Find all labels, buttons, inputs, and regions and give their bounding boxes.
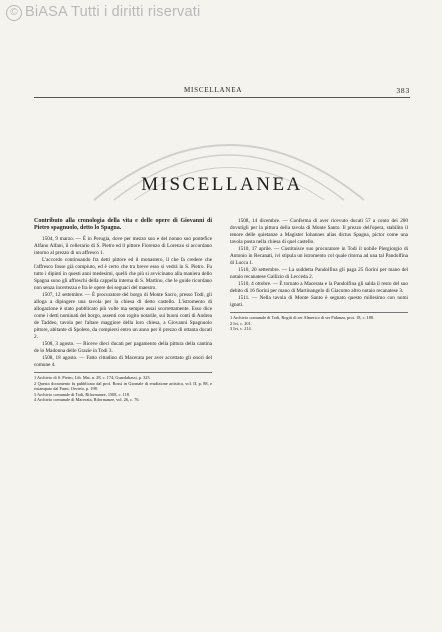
right-column — [230, 218, 408, 332]
footnote: 1 Archivio comunale di Todi, Rogiti di ser Almerico di ser Fidanza, prot. 18, c. 188. — [230, 315, 375, 320]
running-head-title: MISCELLANEA — [184, 86, 243, 94]
paragraph: 1511. — Nella tavola di Monte Santo è segnato questo millesimo con nomi ignoti. — [230, 295, 408, 308]
paragraph: 1510, 4 ottobre. — È tornato a Macerata e la Pandolfina gli salda il resto del suo debito di 16 fiorini per mano di Martinangelo di Giacomo altro notaio recanatese 3. — [230, 281, 408, 294]
footnote: 2 Ivi, c. 201. — [230, 320, 252, 326]
paragraph: 1510, 17 aprile. — Costituisce suo procuratore in Todi il nobile Piergiorgio di Antonio in Recanati, ivi stipula un istromento col quale ritorna ad una tal Pandolfina di Lucca 1. — [230, 246, 408, 266]
paragraph: L'accordo continuando fra detti pittore ed il monastero, il che fa credere che l'affresco fosse già compiuto, ed è certo che tra breve esso si vedrà in S. Pietro. Fu tutto i dipinti in questi anni medesimi, quelli che più si avvicinano alla maniera dello Spagna sono gli affreschi della cappella interna di S. Martino, che le guide ricordano non senza incertezza e fra le opere dei seguaci del maestro. — [34, 257, 212, 291]
document-page — [34, 50, 410, 628]
paragraph: 1510, 20 settembre. — La suddetta Pandolfina gli paga 25 fiorini per mano del notaio recanatese Gallizio di Lecceda 2. — [230, 267, 408, 280]
article-heading: Contributo alla cronologia della vita e delle opere di Giovanni di Pietro spagnuolo, detto lo Spagna. — [34, 218, 212, 231]
paragraph: 1507, 12 settembre. — È procuratore del borgo di Monte Sacro, presso Todi, gli alloga a dipingere una tavola per la chiesa di detto castello. L'istromento di allogazione è stato pubblicato più volte ma sempre assai scorrettamente. Esso dice come i detti nominati del borgo, assenti con rogito notarile, sui buoni conti di Andrea de Taddeo, tavola per l'altare maggiore della loro chiesa, a Giovanni Spagnuolo pittore, abitante di Spoleto, da compiersi entro un anno per il prezzo di ottanta ducati 2. — [34, 292, 212, 340]
paragraph: 1508, 14 dicembre. — Conferma di aver ricevuto ducati 57 a conto dei 200 dovutigli per la pittura della tavola di Monte Santo. Il prezzo dell'opera, stabilito il tenore delle quietanze a Magister Iohannes alias dictus Spagna, pictor come una tavola posta nella chiesa di quel castello. — [230, 218, 408, 245]
watermark-text: BiASA Tutti i diritti riservati — [25, 4, 201, 20]
article-title: MISCELLANEA — [141, 174, 303, 195]
page-number: 383 — [396, 86, 410, 95]
watermark — [6, 4, 200, 21]
footnotes — [230, 312, 408, 332]
paragraph: 1508, 18 agosto. — Fatto cittadino di Macerata per aver accettato gli onori del comune 4. — [34, 355, 212, 368]
footnote: 1 Archivio di S. Pietro, Lib. Mat. n. 28, c. 174; Guardabassi, p. 323. — [34, 375, 151, 380]
footnotes — [34, 372, 212, 403]
left-column — [34, 218, 212, 403]
footnote: 2 Questo documento fu pubblicato dal prof. Rossi in Giornale di erudizione artistica, vol. II, p. 88, e ristampato dal Fumi, Orvieto, p. 198. — [34, 380, 212, 392]
footnote: 4 Archivio comunale di Macerata, Riformanze, vol. 26, c. 76. — [34, 397, 140, 403]
paragraph: 1504, 9 marzo. — È in Perugia, dove per mezzo suo e del nonno suo pontefice Alfano Alfani, il cellerario di S. Pietro ed il pittore Fiorenzo di Lorenzo si accordano intorno al prezzo di un affresco 1. — [34, 236, 212, 256]
footnote: 3 Ivi, c. 214. — [230, 326, 252, 332]
paragraph: 1508, 3 agosto. — Riceve dieci ducati per pagamento della pittura della cantina de lo Madonna delle Grazie in Todi 3. — [34, 341, 212, 354]
header-rule — [34, 97, 410, 98]
copyright-icon: © — [6, 5, 22, 21]
footnote: 3 Archivio comunale di Todi, Riformanze, 1508, c. 118. — [34, 391, 131, 397]
